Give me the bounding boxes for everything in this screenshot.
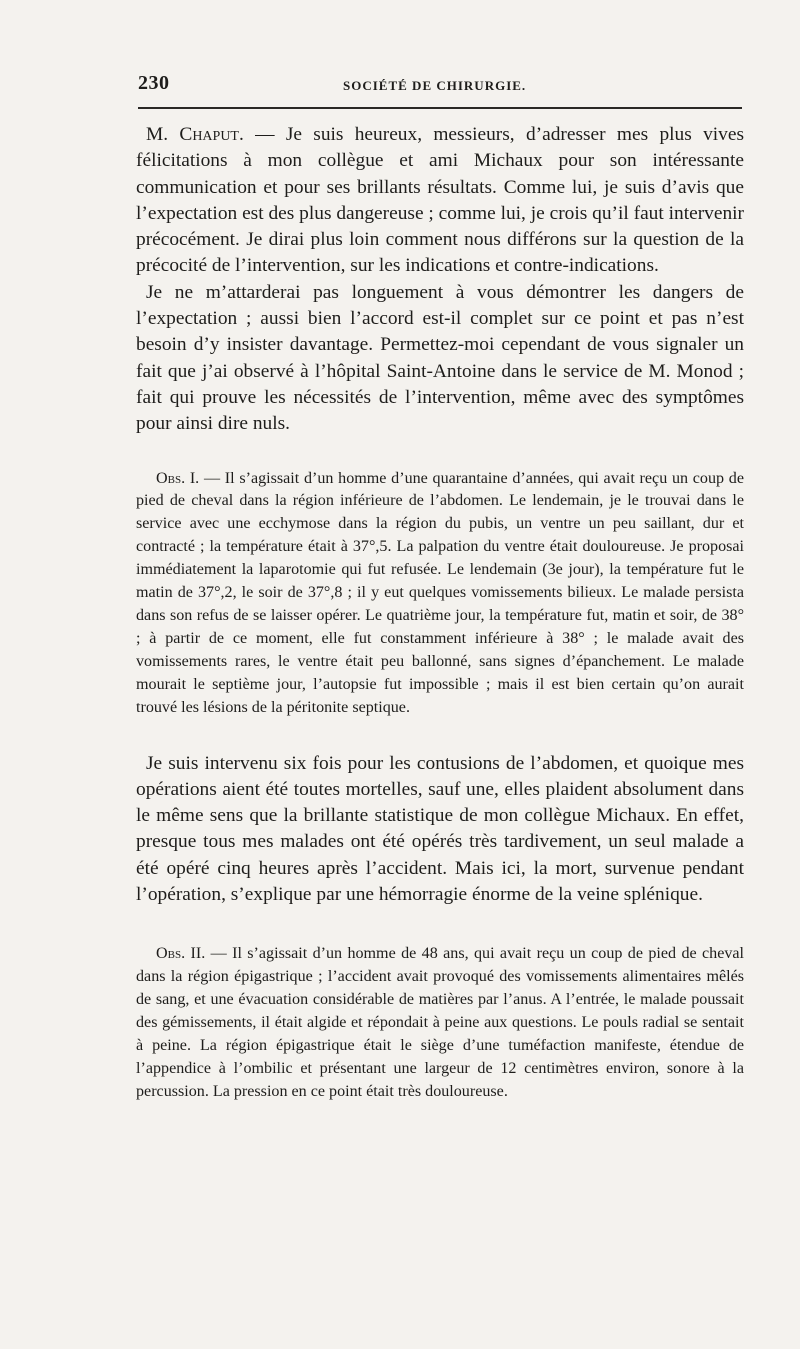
speaker-name: M. Chaput.	[146, 124, 244, 145]
spacer	[136, 438, 744, 468]
observation-2-label: Obs. II.	[156, 945, 206, 963]
observation-1-text: — Il s’agissait d’un homme d’une quarantaine d’années, qui avait reçu un coup de pied de cheval dans la région inférieure de l’abdomen. Le lendemain, je le trouvai dans le service avec une ecchymose dans la région du pubis, un ventre un peu saillant, dur et contracté ; la température était à 37°,5. La palpation du ventre était douloureuse. Je proposai immédiatement la laparotomie qui fut refusée. Le lendemain (3e jour), la température fut le matin de 37°,2, le soir de 37°,8 ; il y eut quelques vomissements bilieux. Le malade persista dans son refus de se laisser opérer. Le quatrième jour, la température fut, matin et soir, de 38° ; à partir de ce moment, elle fut constamment inférieure à 38° ; le malade avait des vomissements rares, le ventre était peu ballonné, sans signes d’épanchement. Le malade mourait le septième jour, l’autopsie fut impossible ; mais il est bien certain qu’on aurait trouvé les lésions de la péritonite septique.	[136, 469, 744, 716]
header-rule	[138, 107, 742, 109]
observation-2-text: — Il s’agissait d’un homme de 48 ans, qui avait reçu un coup de pied de cheval dans la région épigastrique ; l’accident avait provoqué des vomissements alimentaires mêlés de sang, et une évacuation considérable de matières par l’anus. A l’entrée, le malade poussait des gémissements, il était algide et répondait à peine aux questions. Le pouls radial se sentait à peine. La région épigastrique était le siège d’une tuméfaction manifeste, étendue de l’appendice à l’ombilic et présentant une largeur de 12 centimètres environ, sonore à la percussion. La pression en ce point était très douloureuse.	[136, 945, 745, 1100]
paragraph-3: Je suis intervenu six fois pour les contusions de l’abdomen, et quoique mes opérations aient été toutes mortelles, sauf une, elles plaident absolument dans le même sens que la brillante statistique de mon collègue Michaux. En effet, presque tous mes malades ont été opérés très tardivement, un seul malade a été opéré cinq heures après l’accident. Mais ici, la mort, survenue pendant l’opération, s’explique par une hémorragie énorme de la veine splénique.	[136, 752, 744, 906]
observation-1	[136, 468, 744, 720]
page-header	[138, 72, 742, 102]
paragraph-2: Je ne m’attarderai pas longuement à vous démontrer les dangers de l’expectation ; aussi bien l’accord est-il complet sur ce point et pas n’est besoin d’y insister davantage. Permettez-moi cependant de vous signaler un fait que j’ai observé à l’hôpital Saint-Antoine dans le service de M. Monod ; fait qui prouve les nécessités de l’intervention, même avec des symptômes pour ainsi dire nuls.	[136, 281, 744, 435]
running-head: SOCIÉTÉ DE CHIRURGIE.	[343, 78, 527, 93]
page-body	[136, 122, 744, 1104]
spacer	[136, 908, 744, 943]
page-number: 230	[138, 72, 170, 94]
observation-2	[136, 943, 744, 1103]
observation-1-label: Obs. I.	[156, 469, 200, 487]
intro-text: — Je suis heureux, messieurs, d’adresser mes plus vives félicitations à mon collègue et ami Michaux pour son intéressante communication et pour ses brillants résultats. Comme lui, je suis d’avis que l’expectation est des plus dangereuse ; comme lui, je crois qu’il faut intervenir précocément. Je dirai plus loin comment nous différons sur la question de la précocité de l’intervention, sur les indications et contre-indications.	[136, 124, 744, 277]
intro-paragraph	[136, 122, 744, 280]
spacer	[136, 720, 744, 751]
